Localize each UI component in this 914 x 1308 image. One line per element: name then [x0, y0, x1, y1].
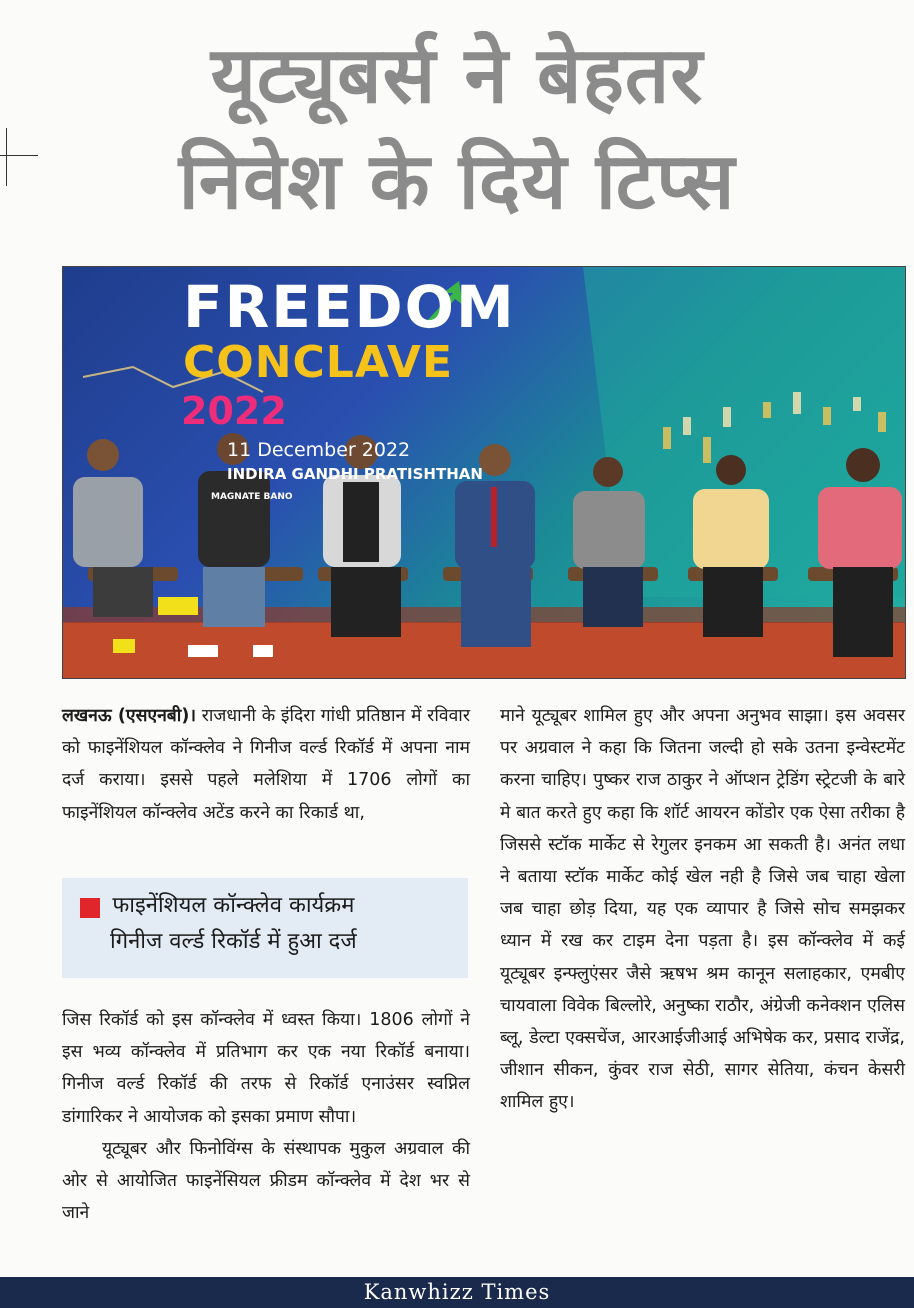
pullquote-box: [62, 878, 468, 978]
shirt-text: MAGNATE BANO: [211, 492, 293, 502]
banner-year: 2022: [181, 389, 287, 433]
article-column-left-top: [62, 700, 470, 829]
headline-line-2: निवेश के दिये टिप्स: [178, 137, 736, 227]
footer-bar: [0, 1277, 914, 1308]
headline-line-1: यूट्यूबर्स ने बेहतर: [210, 31, 704, 121]
article-paragraph-1: राजधानी के इंदिरा गांधी प्रतिष्ठान में रविवार को फाइनेंशियल कॉन्क्लेव ने गिनीज वर्ल्ड रिकॉर्ड में अपना नाम दर्ज कराया। इससे पहले मलेशिया में 1706 लोगों का फाइनेंशियल कॉन्क्लेव अटेंड करने का रिकार्ड था,: [62, 706, 470, 823]
article-paragraph-2: जिस रिकॉर्ड को इस कॉन्क्लेव में ध्वस्त किया। 1806 लोगों ने इस भव्य कॉन्क्लेव में प्रतिभाग कर एक नया रिकॉर्ड बनाया। गिनीज वर्ल्ड रिकॉर्ड की तरफ से रिकॉर्ड एनाउंसर स्वप्निल डांगारिकर ने आयोजक को इसका प्रमाण सौपा।: [62, 1010, 470, 1127]
banner-title: FREEDOM: [183, 273, 516, 341]
headline: [0, 20, 914, 232]
pullquote-bullet-icon: [80, 898, 100, 918]
pullquote-line-1: फाइनेंशियल कॉन्क्लेव कार्यक्रम: [112, 893, 355, 918]
banner-subtitle: CONCLAVE: [183, 337, 454, 388]
article-paragraph-3: यूट्यूबर और फिनोविंग्स के संस्थापक मुकुल अग्रवाल की ओर से आयोजित फाइनेंसियल फ्रीडम कॉन्क्लेव में देश भर से जाने: [62, 1138, 470, 1224]
banner-venue: INDIRA GANDHI PRATISHTHAN: [227, 465, 483, 483]
banner-date: 11 December 2022: [227, 439, 411, 461]
article-column-right: [500, 700, 905, 1119]
article-dateline: लखनऊ (एसएनबी)।: [62, 706, 196, 726]
pullquote-line-2: गिनीज वर्ल्ड रिकॉर्ड में हुआ दर्ज: [110, 929, 357, 954]
article-paragraph-right: माने यूट्यूबर शामिल हुए और अपना अनुभव साझा। इस अवसर पर अग्रवाल ने कहा कि जितना जल्दी हो सके उतना इन्वेस्टमेंट करना चाहिए। पुष्कर राज ठाकुर ने ऑप्शन ट्रेडिंग स्ट्रेटजी के बारे मे बात करते हुए कहा कि शॉर्ट आयरन कोंडोर एक ऐसा तरीका है जिससे स्टॉक मार्केट से रेगुलर इनकम आ सकती है। अनंत लधा ने बताया स्टॉक मार्केट कोई खेल नही है जिसे जब चाहा खेला जब चाहा छोड़ दिया, यह एक व्यापार है जिसे सोच समझकर ध्यान में रख कर टाइम देना पड़ता है। इस कॉन्क्लेव में कई यूट्यूबर इन्फ्लुएंसर जैसे ऋषभ श्रम कानून सलाहकार, एमबीए चायवाला विवेक बिल्लोरे, अनुष्का राठौर, अंग्रेजी कनेक्शन एलिस ब्लू, डेल्टा एक्सचेंज, आरआईजीआई अभिषेक कर, प्रसाद राजेंद्र, जीशान सीकन, कुंवर राज सेठी, सागर सेतिया, कंचन केसरी शामिल हुए।: [500, 706, 905, 1113]
event-photo: [62, 266, 906, 679]
article-column-left-bottom: [62, 1004, 470, 1229]
footer-label: Kanwhizz Times: [363, 1280, 551, 1304]
